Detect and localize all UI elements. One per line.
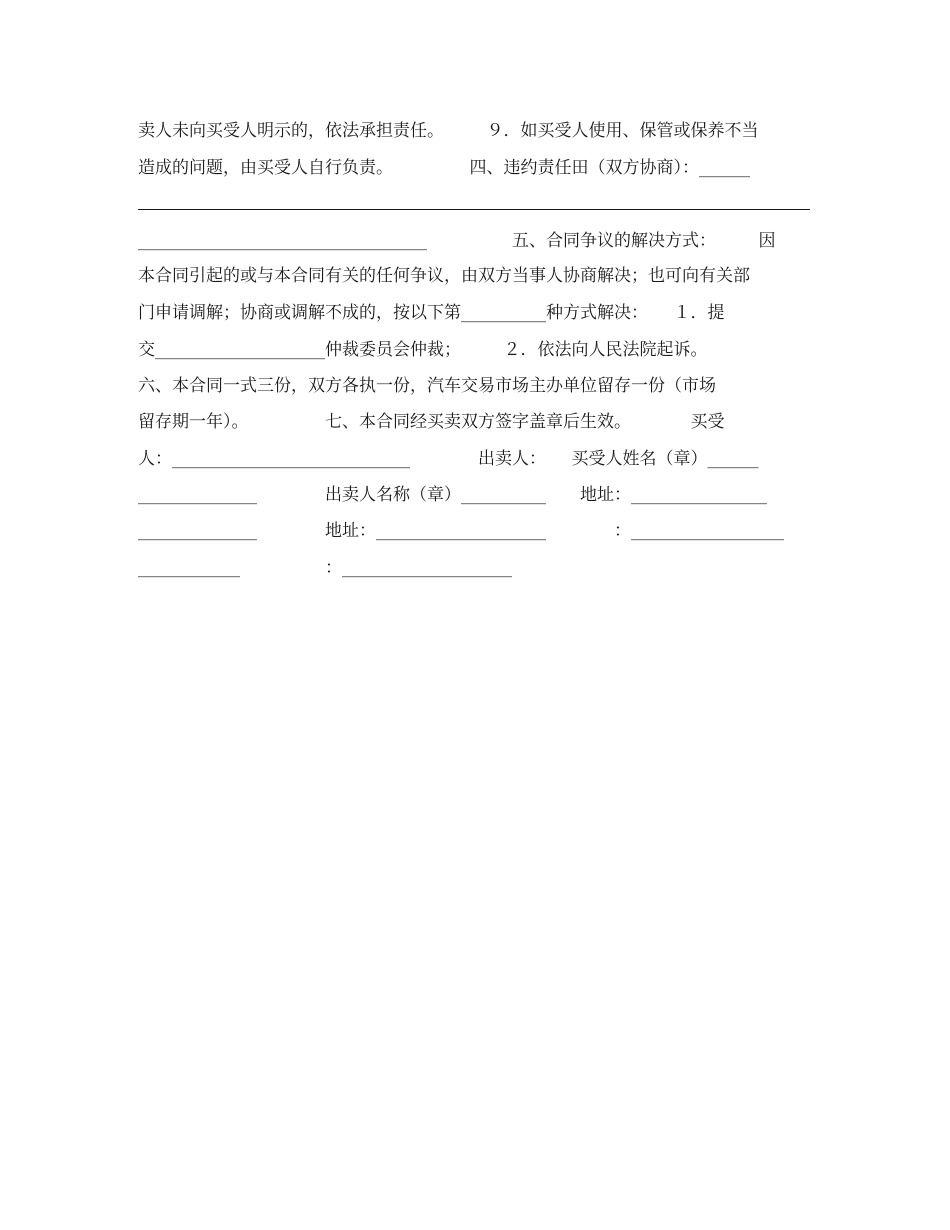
text-line: 交____________________仲裁委员会仲裁； ２．依法向人民法院起诉。 (138, 340, 708, 360)
text-line: 留存期一年）。 七、本合同经买卖双方签字盖章后生效。 买受 (138, 412, 725, 432)
blank-fill-line (138, 209, 810, 210)
text-line: ____________ ：____________________ (138, 558, 512, 578)
text-line: 门申请调解；协商或调解不成的，按以下第__________种方式解决： １．提 (138, 303, 725, 323)
text-line: 六、本合同一式三份，双方各执一份，汽车交易市场主办单位留存一份（市场 (138, 376, 716, 396)
text-line: 人：____________________________ 出卖人： 买受人姓名（章）______ (138, 449, 759, 469)
text-line: ______________ 地址：____________________ ：__________________ (138, 521, 784, 541)
text-line: ______________ 出卖人名称（章）__________ 地址：________________ (138, 485, 767, 505)
text-line: 卖人未向买受人明示的，依法承担责任。 ９．如买受人使用、保管或保养不当 (138, 121, 759, 141)
text-line: 造成的问题，由买受人自行负责。 四、违约责任田（双方协商）：______ (138, 158, 750, 178)
text-line: 本合同引起的或与本合同有关的任何争议，由双方当事人协商解决；也可向有关部 (138, 266, 750, 286)
text-line: __________________________________ 五、合同争议的解决方式： 因 (138, 231, 776, 251)
